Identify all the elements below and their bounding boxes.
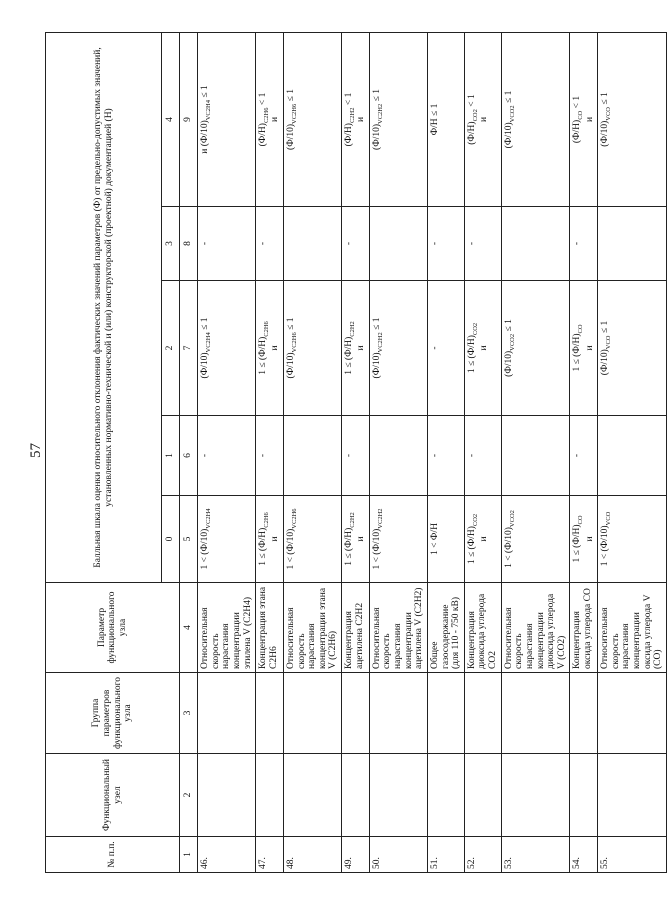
table-row xyxy=(501,33,570,873)
cell-s0: $1 < (Ф/10)_{VC2H4}$ xyxy=(198,496,256,583)
score-header: 0 xyxy=(162,496,180,583)
cell-no: 48. xyxy=(283,837,341,873)
cell-param: Относительная скорость нарастания концентрации этана V (C2H6) xyxy=(283,583,341,673)
header-param: Параметр функционального узла xyxy=(46,583,180,673)
cell-s4: и $(Ф/10)_{VC2H4} \le 1$ xyxy=(198,33,256,207)
cell-s4: $(Ф/10)_{VCO} \le 1$ xyxy=(598,33,667,207)
cell-s2: - xyxy=(427,281,464,416)
cell-param: Концентрация оксида углерода CO xyxy=(570,583,598,673)
cell-s1: - xyxy=(256,416,284,496)
cell-empty xyxy=(427,673,464,754)
table-row xyxy=(464,33,501,873)
cell-empty xyxy=(598,673,667,754)
table-row xyxy=(342,33,370,873)
table-body xyxy=(198,33,667,873)
cell-empty xyxy=(283,673,341,754)
rotated-page xyxy=(45,33,664,873)
cell-s4: $(Ф/10)_{VC2H6} \le 1$ xyxy=(283,33,341,207)
cell-s4: $(Ф/10)_{VC2H2} \le 1$ xyxy=(369,33,427,207)
cell-no: 51. xyxy=(427,837,464,873)
cell-param: Относительная скорость нарастания концентрации этилена V (C2H4) xyxy=(198,583,256,673)
cell-empty xyxy=(369,754,427,837)
cell-s1: - xyxy=(427,416,464,496)
cell-s0: 1 < Ф/Н xyxy=(427,496,464,583)
cell-s3: - xyxy=(427,207,464,281)
cell-param: Относительная скорость нарастания концентрации оксида углерода V (CO) xyxy=(598,583,667,673)
cell-s4: $(Ф/Н)_{CO2} < 1$ и xyxy=(464,33,501,207)
cell-param: Общее газосодержание (для 110 - 750 кВ) xyxy=(427,583,464,673)
header-scale: Балльная шкала оценки относительного отклонения фактических значений параметров (Ф) от предельно-допустимых значений, установленных нормативно-технической и (или) конструкторской (проектной) документацией (Н) xyxy=(46,33,162,583)
cell-s2: $1 \le (Ф/Н)_{CO2}$ и xyxy=(464,281,501,416)
cell-s1: - xyxy=(570,416,598,496)
cell-s4: $(Ф/Н)_{CO} < 1$ и xyxy=(570,33,598,207)
score-header: 1 xyxy=(162,416,180,496)
cell-s0: $1 \le (Ф/Н)_{CO2}$ и xyxy=(464,496,501,583)
cell-s2: $(Ф/10)_{VC2H6} \le 1$ xyxy=(283,281,341,416)
cell-s1: - xyxy=(464,416,501,496)
cell-s1 xyxy=(283,416,341,496)
cell-s3: - xyxy=(198,207,256,281)
cell-no: 46. xyxy=(198,837,256,873)
cell-empty xyxy=(256,673,284,754)
cell-s3: - xyxy=(256,207,284,281)
cell-s4: $(Ф/Н)_{C2H6} < 1$ и xyxy=(256,33,284,207)
column-number: 6 xyxy=(180,416,198,496)
cell-s2: $1 \le (Ф/Н)_{C2H2}$ и xyxy=(342,281,370,416)
cell-s1: - xyxy=(342,416,370,496)
cell-s3: - xyxy=(464,207,501,281)
cell-s0: $1 < (Ф/10)_{VCO2}$ xyxy=(501,496,570,583)
cell-no: 47. xyxy=(256,837,284,873)
column-number: 2 xyxy=(180,754,198,837)
cell-s1 xyxy=(501,416,570,496)
header-group: Группа параметров функционального узла xyxy=(46,673,180,754)
cell-s4: $(Ф/Н)_{C2H2} < 1$ и xyxy=(342,33,370,207)
cell-no: 53. xyxy=(501,837,570,873)
cell-no: 52. xyxy=(464,837,501,873)
cell-s2: $(Ф/10)_{VC2H2} \le 1$ xyxy=(369,281,427,416)
cell-param: Относительная скорость нарастания концентрации ацетилена V (C2H2) xyxy=(369,583,427,673)
table-row xyxy=(283,33,341,873)
column-number: 3 xyxy=(180,673,198,754)
cell-s4: Ф/Н ≤ 1 xyxy=(427,33,464,207)
cell-s0: $1 < (Ф/10)_{VC2H6}$ xyxy=(283,496,341,583)
cell-empty xyxy=(570,754,598,837)
cell-param: Концентрация диоксида углерода CO2 xyxy=(464,583,501,673)
cell-empty xyxy=(198,673,256,754)
column-number: 1 xyxy=(180,837,198,873)
cell-s3: - xyxy=(342,207,370,281)
header-unit: Функциональный узел xyxy=(46,754,180,837)
cell-s1 xyxy=(598,416,667,496)
cell-empty xyxy=(369,673,427,754)
cell-s0: $1 < (Ф/10)_{VCO}$ xyxy=(598,496,667,583)
page-number: 57 xyxy=(28,443,44,458)
cell-empty xyxy=(501,673,570,754)
cell-empty xyxy=(598,754,667,837)
cell-no: 50. xyxy=(369,837,427,873)
cell-empty xyxy=(501,754,570,837)
cell-param: Концентрация ацетилена C2H2 xyxy=(342,583,370,673)
cell-s3 xyxy=(598,207,667,281)
table-row xyxy=(570,33,598,873)
assessment-table xyxy=(45,32,667,873)
cell-param: Концентрация этана C2H6 xyxy=(256,583,284,673)
table-row xyxy=(369,33,427,873)
cell-empty xyxy=(464,754,501,837)
cell-s3 xyxy=(369,207,427,281)
cell-s2: $1 \le (Ф/Н)_{CO}$ и xyxy=(570,281,598,416)
cell-empty xyxy=(342,754,370,837)
column-number: 7 xyxy=(180,281,198,416)
cell-empty xyxy=(198,754,256,837)
column-number: 8 xyxy=(180,207,198,281)
column-number: 5 xyxy=(180,496,198,583)
table-row xyxy=(256,33,284,873)
table-row xyxy=(427,33,464,873)
cell-s3 xyxy=(283,207,341,281)
cell-s2: $1 \le (Ф/Н)_{C2H6}$ и xyxy=(256,281,284,416)
cell-s2: $(Ф/10)_{VCO2} \le 1$ xyxy=(501,281,570,416)
cell-s3 xyxy=(501,207,570,281)
cell-s0: $1 \le (Ф/Н)_{CO}$ и xyxy=(570,496,598,583)
cell-s2: $(Ф/10)_{VCO} \le 1$ xyxy=(598,281,667,416)
score-header: 4 xyxy=(162,33,180,207)
cell-empty xyxy=(342,673,370,754)
cell-s0: $1 < (Ф/10)_{VC2H2}$ xyxy=(369,496,427,583)
cell-param: Относительная скорость нарастания концентрации диоксида углерода V (CO2) xyxy=(501,583,570,673)
score-header: 3 xyxy=(162,207,180,281)
cell-no: 55. xyxy=(598,837,667,873)
cell-s3: - xyxy=(570,207,598,281)
score-header: 2 xyxy=(162,281,180,416)
cell-empty xyxy=(256,754,284,837)
cell-s4: $(Ф/10)_{VCO2} \le 1$ xyxy=(501,33,570,207)
table-row xyxy=(598,33,667,873)
cell-s2: $(Ф/10)_{VC2H4} \le 1$ xyxy=(198,281,256,416)
cell-no: 49. xyxy=(342,837,370,873)
cell-s0: $1 \le (Ф/Н)_{C2H2}$ и xyxy=(342,496,370,583)
header-no: № п.п. xyxy=(46,837,180,873)
cell-no: 54. xyxy=(570,837,598,873)
cell-s1: - xyxy=(198,416,256,496)
cell-empty xyxy=(283,754,341,837)
table-row xyxy=(198,33,256,873)
cell-empty xyxy=(427,754,464,837)
column-number: 4 xyxy=(180,583,198,673)
cell-empty xyxy=(464,673,501,754)
cell-empty xyxy=(570,673,598,754)
cell-s1 xyxy=(369,416,427,496)
column-number: 9 xyxy=(180,33,198,207)
cell-s0: $1 \le (Ф/Н)_{C2H6}$ и xyxy=(256,496,284,583)
